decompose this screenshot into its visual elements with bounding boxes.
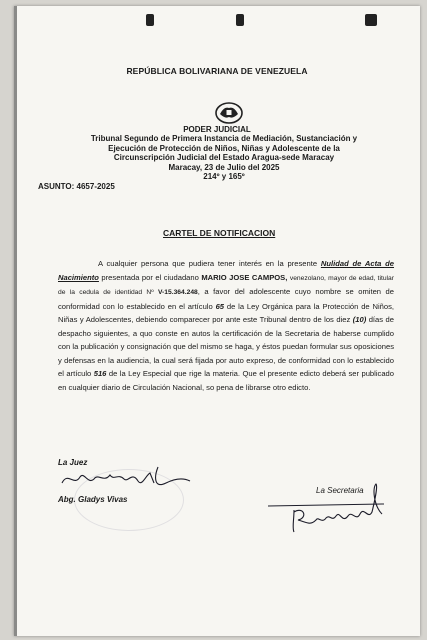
body-text: , a favor del adolescente cuyo nombre se omiten de conformidad con lo establecido en el artículo xyxy=(58,287,395,311)
scan-mark xyxy=(146,14,154,26)
days-count: (10) xyxy=(352,315,367,324)
court-line: Circunscripción Judicial del Estado Aragua-sede Maracay xyxy=(113,153,335,163)
country-header: REPÚBLICA BOLIVARIANA DE VENEZUELA xyxy=(126,66,308,76)
secretary-signature-icon xyxy=(264,476,394,538)
article-65: 65 xyxy=(215,301,225,311)
notice-body xyxy=(58,257,394,394)
petitioner-name: MARIO JOSE CAMPOS, xyxy=(201,272,288,282)
secretary-label: La Secretaria xyxy=(316,486,364,495)
power-header: PODER JUDICIAL xyxy=(183,125,251,134)
article-516: 516 xyxy=(93,369,107,378)
judge-label: La Juez xyxy=(58,458,88,467)
case-type: Nulidad de Acta de Nacimiento xyxy=(58,259,395,282)
scan-edge xyxy=(14,6,17,636)
body-text: de la Ley Orgánica para la Protección de Niños, Niñas y Adolescentes, debiendo comparecer por ante este Tribunal dentro de los diez xyxy=(58,301,395,324)
document-page xyxy=(14,6,420,636)
judge-signature-icon xyxy=(54,461,194,497)
judge-name: Abg. Gladys Vivas xyxy=(58,495,128,504)
document-title: CARTEL DE NOTIFICACION xyxy=(163,228,276,238)
id-number: V-15.364.248 xyxy=(157,289,198,296)
scan-mark xyxy=(236,14,244,26)
body-text: A cualquier persona que pudiera tener interés en la presente xyxy=(98,259,321,268)
body-text: presentada por el ciudadano xyxy=(98,272,202,282)
date-line: Maracay, 23 de Julio del 2025 xyxy=(168,162,280,172)
judicial-seal-icon xyxy=(214,102,244,124)
body-text: venezolano, mayor de edad, titular de la cedula de identidad Nº xyxy=(58,274,394,296)
court-line: Ejecución de Protección de Niños, Niñas y Adolescente de la xyxy=(108,143,340,153)
asunto-number: ASUNTO: 4657-2025 xyxy=(38,182,115,191)
court-heading xyxy=(24,134,424,182)
court-line: Tribunal Segundo de Primera Instancia de Mediación, Sustanciación y xyxy=(90,134,358,143)
scan-mark xyxy=(365,14,377,26)
years-line: 214º y 165º xyxy=(203,172,245,182)
body-text: días de despacho siguientes, a quo conste en autos la certificación de la Secretaria de haberse cumplido con la publicación y consignación que del mismo se haga, y éstos puedan formular sus oposiciones y defensas en la audiencia, la cual será fijada por auto expreso, de conformidad con lo establecido el artículo xyxy=(58,315,394,378)
body-text: de la Ley Especial que rige la materia. Que el presente edicto deberá ser publicado en cualquier diario de Circulación Nacional, so pena de librarse otro edicto. xyxy=(58,369,394,392)
